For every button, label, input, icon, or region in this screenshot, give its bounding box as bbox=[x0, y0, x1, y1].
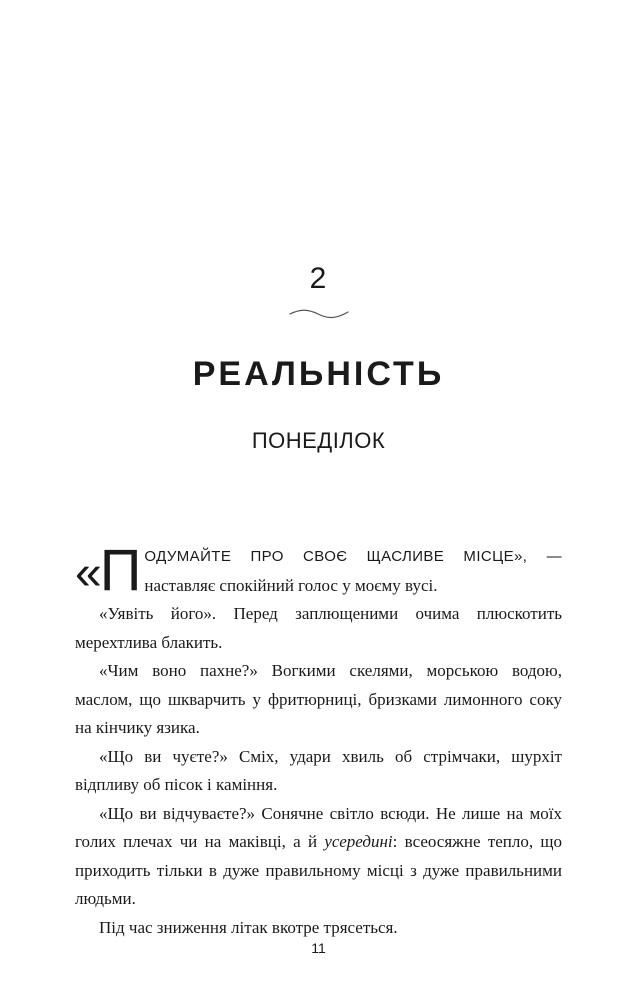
drop-cap: П bbox=[99, 538, 142, 603]
opening-quote: « bbox=[75, 547, 102, 600]
paragraph: Під час зниження літак вкотре трясеться. bbox=[99, 917, 398, 937]
chapter-subtitle: ПОНЕДІЛОК bbox=[251, 428, 386, 453]
first-paragraph-rest: наставляє спокійний голос у моєму вусі. bbox=[144, 575, 438, 595]
paragraph: «Що ви чуєте?» Сміх, удари хвиль об стрімчаки, шурхіт відпливу об пісок і каміння. bbox=[75, 746, 562, 794]
paragraph-part: : всеосяжне тепло, що приходить тільки в дуже правильному місці з дуже правильними людьми. bbox=[75, 832, 562, 908]
swash-ornament-icon bbox=[288, 305, 350, 321]
paragraph-part: «Що ви відчуваєте?» Сонячне світло всюди. Не лише на моїх голих плечах чи на маківці, а й bbox=[75, 803, 562, 851]
page-number: 11 bbox=[311, 940, 326, 956]
body-text bbox=[75, 538, 562, 942]
lead-caps: ОДУМАЙТЕ ПРО СВОЄ ЩАСЛИВЕ МІСЦЕ», — bbox=[144, 548, 562, 565]
paragraph: «Чим воно пахне?» Вогкими скелями, морською водою, маслом, що шкварчить у фритюрниці, бризками лимонного соку на кінчику язика. bbox=[75, 661, 562, 737]
paragraph: «Уявіть його». Перед заплющеними очима плюскотить мерехтлива блакить. bbox=[75, 604, 562, 652]
paragraph-with-emphasis bbox=[75, 800, 562, 914]
chapter-title: РЕАЛЬНІСТЬ bbox=[192, 355, 445, 393]
emphasis-word: усередині bbox=[324, 832, 393, 851]
first-paragraph bbox=[75, 538, 562, 603]
chapter-number: 2 bbox=[309, 262, 328, 295]
